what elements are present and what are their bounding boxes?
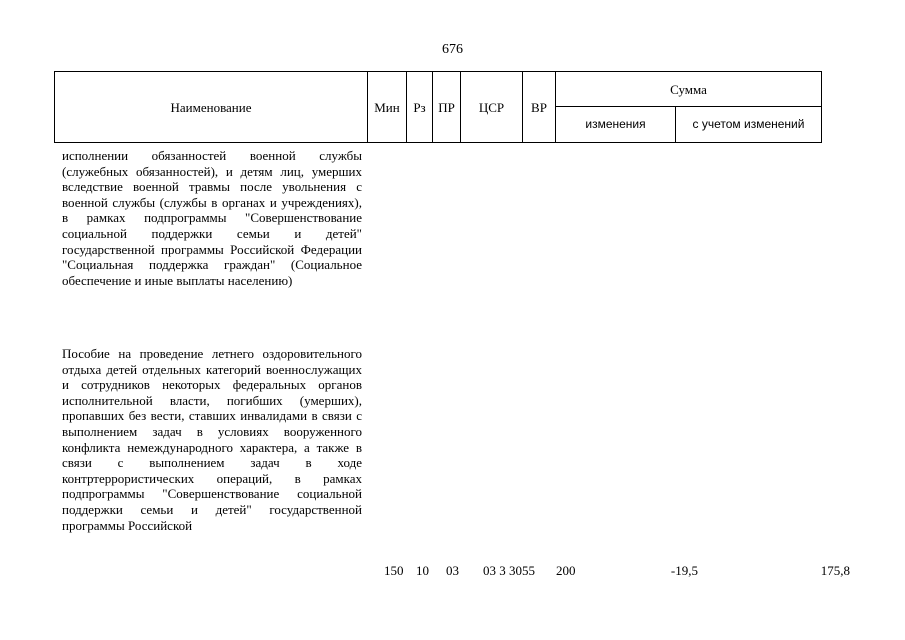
cell-change: -19,5	[670, 563, 698, 578]
header-min: Мин	[368, 72, 407, 143]
header-rz: Рз	[407, 72, 433, 143]
header-change: изменения	[556, 107, 676, 143]
header-vr: ВР	[523, 72, 556, 143]
cell-csr: 03 3 3055	[483, 563, 535, 578]
paragraph-benefit: Пособие на проведение летнего оздоровительного отдыха детей отдельных категорий военнослужащих и сотрудников некоторых федеральных органов исполнительной власти, погибших (умерших), пропавших без вести, ставших инвалидами в связи с выполнением задач в условиях вооруженного конфликта немеждународного характера, а также в связи с выполнением задач в ходе контртеррористических операций, в рамках подпрограммы "Совершенствование социальной поддержки семьи и детей" государственной программы Российской	[62, 346, 362, 533]
cell-pr: 03	[446, 563, 459, 578]
header-name: Наименование	[55, 72, 368, 143]
cell-min: 150	[384, 563, 404, 578]
table-header	[54, 71, 822, 143]
header-sum: Сумма	[556, 72, 822, 107]
cell-rz: 10	[416, 563, 429, 578]
paragraph-continued: исполнении обязанностей военной службы (служебных обязанностей), и детям лиц, умерших вследствие военной травмы после увольнения с военной службы (службы в органах и учреждениях), в рамках подпрограммы "Совершенствование социальной поддержки семьи и детей" государственной программы Российской Федерации "Социальная поддержка граждан" (Социальное обеспечение и иные выплаты населению)	[62, 148, 362, 288]
header-csr: ЦСР	[461, 72, 523, 143]
cell-with-change: 175,8	[820, 563, 850, 578]
header-pr: ПР	[433, 72, 461, 143]
page-number: 676	[442, 42, 463, 57]
header-with-change: с учетом изменений	[676, 107, 822, 143]
cell-vr: 200	[556, 563, 576, 578]
